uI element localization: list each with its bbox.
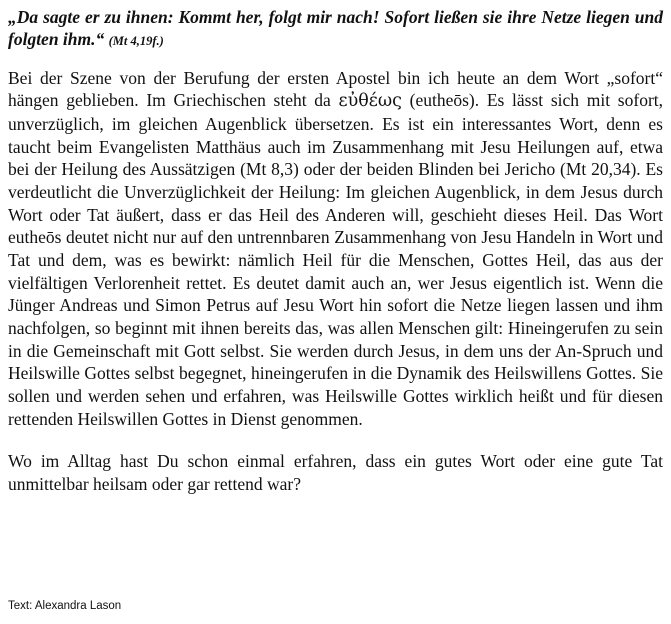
paragraph-part-two: (eutheōs). Es lässt sich mit sofort, unverzüglich, im gleichen Augenblick übersetzen. Es ist ein interessantes Wort, denn es taucht beim Evangelisten Matthäus auch im Zusammenhang mit Jesu Heilungen auf, etwa bei der Heilung des Aussätzigen (Mt 8,3) oder der beiden Blinden bei Jericho (Mt 20,34). Es verdeutlicht die Unverzüglichkeit der Heilung: Im gleichen Augenblick, in dem Jesus durch Wort oder Tat äußert, dass er das Heil des Anderen will, geschieht dieses Heil. Das Wort eutheōs deutet nicht nur auf den untrennbaren Zusammenhang von Jesu Handeln in Wort und Tat und dem, was es bewirkt: nämlich Heil für die Menschen, Gottes Heil, das aus der vielfältigen Verlorenheit rettet. Es deutet damit auch an, wer Jesus eigentlich ist. Wenn die Jünger Andreas und Simon Petrus auf Jesu Wort hin sofort die Netze liegen lassen und ihm nachfolgen, so beginnt mit ihnen bereits das, was allen Menschen gilt: Hineingerufen zu sein in die Gemeinschaft mit Gott selbst. Sie werden durch Jesus, in dem uns der An-Spruch und Heilswille Gottes selbst begegnet, hineingerufen in die Dynamik des Heilswillens Gottes. Sie sollen und werden sehen und erfahren, was Heilswille Gottes wirklich heißt und für diesen rettenden Heilswillen Gottes in Dienst genommen. (8, 90, 664, 429)
reflection-question: Wo im Alltag hast Du schon einmal erfahren, dass ein gutes Wort oder eine gute Tat unmittelbar heilsam oder gar rettend war? (8, 451, 663, 494)
author-credit: Text: Alexandra Lason (8, 600, 122, 613)
quote-reference: (Mt 4,19f.) (108, 34, 164, 49)
main-paragraph (8, 67, 663, 431)
quote-text: „Da sagte er zu ihnen: Kommt her, folgt mir nach! Sofort ließen sie ihre Netze liegen und folgten ihm.“ (8, 7, 663, 50)
scripture-quote (8, 6, 663, 51)
paragraph-part-one: Bei der Szene von der Berufung der ersten Apostel bin ich heute an dem Wort „sofort“ hängen geblieben. Im Griechischen steht da (8, 67, 663, 111)
greek-term: εὐθέως (338, 91, 402, 112)
